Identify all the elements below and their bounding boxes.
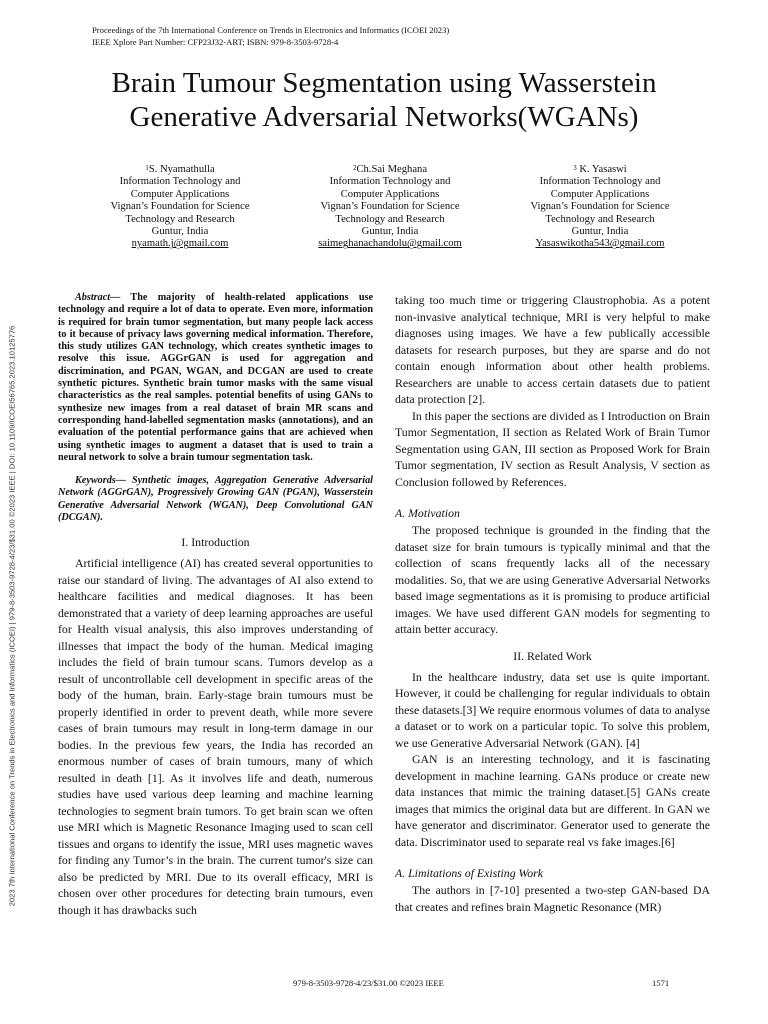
author-name: S. Nyamathulla	[148, 164, 215, 175]
title-line-2: Generative Adversarial Networks(WGANs)	[129, 101, 639, 133]
author-2: $^2$Ch.Sai Meghana Information Technology and Computer Applications Vignan’s Foundation for Science Technology and Research Guntur, India saimeghanachandolu@gmail.com	[290, 164, 490, 251]
motivation-paragraph: The proposed technique is grounded in the finding that the dataset size for brain tumours is typically minimal and that the collection of scans frequently lacks all of the necessary modalities. So, that we are using Generative Adversarial Networks based image segmentations as it is promising to produce artificial images. We have used different GAN models for segmenting to attain better accuracy.	[395, 523, 710, 636]
limitations-paragraph: The authors in [7-10] presented a two-step GAN-based DA that creates and refines brain Magnetic Resonance (MR)	[395, 883, 710, 914]
intro-paragraph-1: Artificial intelligence (AI) has created several opportunities to raise our standard of living. The advantages of AI also extend to healthcare facilities and medical diagnoses. It has been demonstrated that a variety of deep learning approaches are useful for Health visual analysis, this also improves understanding of illnesses that impact the body of the human. Medical imaging includes the field of brain tumour scans. Tumors develop as a result of uncontrollable cell development in specific areas of the body of the human, brain. Early-stage brain tumours must be properly identified in order to prevent death, while more severe cases of brain tumours may result in long-term damage in our bodies. In the previous few years, the India has recorded an enormous number of cases of brain tumours, many of which resulted in death [1]. As it involves life and death, numerous studies have used various deep learning and machine learning technologies to segment brain tumors. To get brain scan we often use MRI which is Magnetic Resonance Imaging used to scan cell tissues and organs to identify the issue, MRI uses magnetic waves for finding any Tumor’s in the brain. The current tumor's size can also be predicted by MRI. Due to its overall efficacy, MRI is chosen over other procedures for detecting brain tumours, even though it has drawbacks such	[58, 556, 373, 917]
related-paragraph-2: GAN is an interesting technology, and it is fascinating development in machine learning. GANs produce or create new data instances that mimic the training dataset.[5] GANs create images that mimics the original data but are different. In GAN we have generator and discriminator. Generator used to generate the data. Discriminator used to separate real vs fake images.[6]	[395, 752, 710, 849]
section-heading-related-work: II. Related Work	[513, 648, 592, 663]
page-number: 1571	[652, 978, 670, 988]
abstract-text: The majority of health-related applications use technology and require a lot of data to operate. Even more, information is required for brain tumor segmentation, but many people lack access to it because of privacy laws governing medical information. Therefore, this study utilizes GAN technology, which creates synthetic images to resolve this issue. AGGrGAN is used for aggregation and discrimination, and PGAN, WGAN, and DCGAN are used to create synthetic pictures. Synthetic brain tumor masks with the same visual characteristics as the real samples. potential benefits of using GANs to synthesize new images from a real dataset of brain MR scans and corresponding hand-labelled segmentation masks (annotations), and an evaluation of the potential performance gains that are achieved when using synthetic images to augment a dataset that is used to train a neural network to solve a brain tumour segmentation task.	[58, 292, 373, 463]
header-line-1: Proceedings of the 7th International Conference on Trends in Electronics and Informatics (ICOEI 2023)	[92, 25, 450, 35]
author-3: $^3$ K. Yasaswi Information Technology and Computer Applications Vignan’s Foundation for Science Technology and Research Guntur, India Yasaswikotha543@gmail.com	[500, 164, 700, 251]
abstract	[58, 292, 373, 464]
keywords	[58, 475, 373, 524]
intro-paragraph-2: In this paper the sections are divided as I Introduction on Brain Tumor Segmentation, II section as Related Work of Brain Tumor Segmentation using GAN, III section as Proposed Work for Brain Tumor segmentation, IV section as Result Analysis, V section as Conclusion followed by References.	[395, 408, 710, 489]
intro-paragraph-1-continued: taking too much time or triggering Claustrophobia. As a potent non-invasive analytical technique, MRI is very helpful to make diagnoses using images. We have a few publically accessible datasets for research purposes, but they are sparse and do not contain enough information about other health problems. Researchers are unable to access certain datasets due to patient data protection [2].	[395, 293, 710, 406]
doi-sidebar	[2, 268, 22, 964]
related-paragraph-1: In the healthcare industry, data set use is quite important. However, it could be challenging for regular individuals to obtain these datasets.[3] We require enormous volumes of data to analyse a dataset or to work on a particular topic. To solve this problem, we use Generative Adversarial Network (GAN). [4]	[395, 669, 710, 750]
left-column	[58, 292, 373, 918]
keywords-label: Keywords—	[75, 475, 126, 487]
author-email-link[interactable]: Yasaswikotha543@gmail.com	[535, 238, 665, 250]
author-1: $^1$S. Nyamathulla Information Technology and Computer Applications Vignan’s Foundation for Science Technology and Research Guntur, India nyamath.j@gmail.com	[80, 164, 280, 251]
subsection-heading-limitations: A. Limitations of Existing Work	[395, 866, 544, 880]
author-email-link[interactable]: saimeghanachandolu@gmail.com	[318, 238, 462, 250]
conference-header	[92, 24, 449, 48]
subsection-heading-motivation: A. Motivation	[395, 506, 460, 520]
keywords-text: Synthetic images, Aggregation Generative Adversarial Network (AGGrGAN), Progressively Growing GAN (PGAN), Wasserstein Generative Adversarial Network (WGAN), Deep Convolutional GAN (DCGAN).	[58, 475, 373, 524]
footer-copyright: 979-8-3503-9728-4/23/$31.00 ©2023 IEEE	[293, 978, 444, 988]
author-name: K. Yasaswi	[576, 164, 627, 175]
paper-title	[0, 66, 768, 134]
title-line-1: Brain Tumour Segmentation using Wasserstein	[111, 67, 657, 99]
abstract-label: Abstract—	[75, 292, 121, 303]
author-block	[80, 164, 700, 251]
section-heading-introduction: I. Introduction	[181, 535, 250, 550]
author-name: Ch.Sai Meghana	[356, 164, 428, 175]
doi-sidebar-text: 2023 7th International Conference on Trends in Electronics and Informatics (ICOEI) | 979-8-3503-9728-4/23/$31.00 ©2023 IEEE | DOI: 10.1109/ICOEI56765.2023.10125776	[7, 325, 17, 907]
header-line-2: IEEE Xplore Part Number: CFP23J32-ART; ISBN: 979-8-3503-9728-4	[92, 37, 339, 47]
author-email-link[interactable]: nyamath.j@gmail.com	[131, 238, 229, 250]
right-column	[395, 292, 710, 915]
